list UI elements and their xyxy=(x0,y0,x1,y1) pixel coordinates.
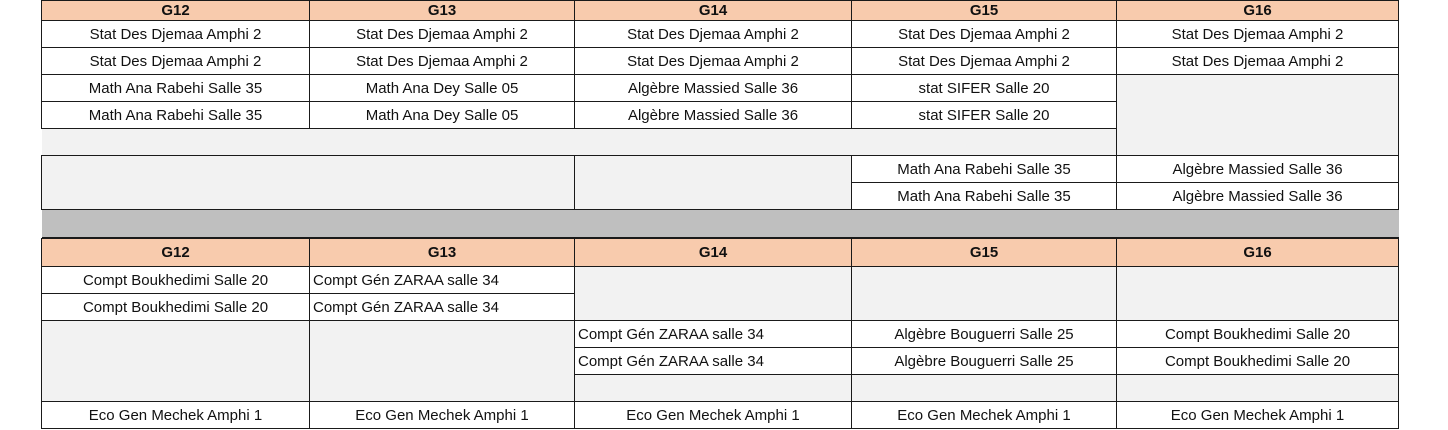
group-header-g16: G16 xyxy=(1117,1,1399,21)
schedule-cell: Eco Gen Mechek Amphi 1 xyxy=(1117,402,1399,429)
separator-row xyxy=(42,210,1399,238)
table-row xyxy=(42,21,1399,48)
schedule-cell: Stat Des Djemaa Amphi 2 xyxy=(310,48,575,75)
group-header-g15: G15 xyxy=(852,239,1117,267)
header-row xyxy=(42,239,1399,267)
group-header-g13: G13 xyxy=(310,239,575,267)
group-header-g12: G12 xyxy=(42,1,310,21)
schedule-cell: stat SIFER Salle 20 xyxy=(852,102,1117,129)
table-row xyxy=(42,267,1399,294)
schedule-cell: Compt Gén ZARAA salle 34 xyxy=(310,294,575,321)
schedule-cell: Compt Gén ZARAA salle 34 xyxy=(310,267,575,294)
table-row xyxy=(42,75,1399,102)
timetable-block-1 xyxy=(41,0,1399,238)
schedule-cell: Math Ana Dey Salle 05 xyxy=(310,75,575,102)
schedule-cell: Stat Des Djemaa Amphi 2 xyxy=(1117,21,1399,48)
schedule-cell: stat SIFER Salle 20 xyxy=(852,75,1117,102)
empty-cell xyxy=(1117,75,1399,156)
schedule-cell: Compt Boukhedimi Salle 20 xyxy=(1117,348,1399,375)
empty-cell xyxy=(852,267,1117,321)
schedule-cell: Stat Des Djemaa Amphi 2 xyxy=(852,21,1117,48)
header-row xyxy=(42,1,1399,21)
schedule-cell: Stat Des Djemaa Amphi 2 xyxy=(852,48,1117,75)
table-row xyxy=(42,402,1399,429)
schedule-cell: Algèbre Massied Salle 36 xyxy=(1117,156,1399,183)
schedule-cell: Math Ana Rabehi Salle 35 xyxy=(852,183,1117,210)
empty-cell xyxy=(852,375,1117,402)
empty-cell xyxy=(575,156,852,210)
schedule-cell: Algèbre Massied Salle 36 xyxy=(575,75,852,102)
group-header-g13: G13 xyxy=(310,1,575,21)
schedule-cell: Algèbre Massied Salle 36 xyxy=(575,102,852,129)
schedule-cell: Math Ana Dey Salle 05 xyxy=(310,102,575,129)
group-header-g14: G14 xyxy=(575,239,852,267)
empty-cell xyxy=(42,321,310,402)
schedule-cell: Eco Gen Mechek Amphi 1 xyxy=(852,402,1117,429)
schedule-cell: Stat Des Djemaa Amphi 2 xyxy=(1117,48,1399,75)
schedule-cell: Algèbre Massied Salle 36 xyxy=(1117,183,1399,210)
table-row xyxy=(42,156,1399,183)
schedule-cell: Algèbre Bouguerri Salle 25 xyxy=(852,321,1117,348)
group-header-g12: G12 xyxy=(42,239,310,267)
schedule-cell: Math Ana Rabehi Salle 35 xyxy=(42,102,310,129)
empty-cell xyxy=(575,267,852,321)
schedule-cell: Algèbre Bouguerri Salle 25 xyxy=(852,348,1117,375)
schedule-cell: Stat Des Djemaa Amphi 2 xyxy=(42,48,310,75)
group-header-g15: G15 xyxy=(852,1,1117,21)
schedule-cell: Compt Boukhedimi Salle 20 xyxy=(42,267,310,294)
empty-cell xyxy=(575,375,852,402)
empty-cell xyxy=(1117,267,1399,321)
schedule-cell: Stat Des Djemaa Amphi 2 xyxy=(310,21,575,48)
timetable-block-2 xyxy=(41,238,1399,429)
schedule-cell: Eco Gen Mechek Amphi 1 xyxy=(310,402,575,429)
empty-cell xyxy=(42,129,1117,156)
schedule-cell: Compt Gén ZARAA salle 34 xyxy=(575,321,852,348)
schedule-cell: Stat Des Djemaa Amphi 2 xyxy=(42,21,310,48)
day-separator xyxy=(42,210,1399,238)
schedule-cell: Compt Gén ZARAA salle 34 xyxy=(575,348,852,375)
table-row xyxy=(42,48,1399,75)
schedule-cell: Eco Gen Mechek Amphi 1 xyxy=(42,402,310,429)
schedule-cell: Compt Boukhedimi Salle 20 xyxy=(42,294,310,321)
table-row xyxy=(42,321,1399,348)
timetable-sheet xyxy=(41,0,1398,429)
schedule-cell: Math Ana Rabehi Salle 35 xyxy=(42,75,310,102)
schedule-cell: Stat Des Djemaa Amphi 2 xyxy=(575,21,852,48)
empty-cell xyxy=(1117,375,1399,402)
group-header-g14: G14 xyxy=(575,1,852,21)
schedule-cell: Math Ana Rabehi Salle 35 xyxy=(852,156,1117,183)
schedule-cell: Stat Des Djemaa Amphi 2 xyxy=(575,48,852,75)
schedule-cell: Compt Boukhedimi Salle 20 xyxy=(1117,321,1399,348)
schedule-cell: Eco Gen Mechek Amphi 1 xyxy=(575,402,852,429)
empty-cell xyxy=(310,321,575,402)
empty-cell xyxy=(42,156,575,210)
group-header-g16: G16 xyxy=(1117,239,1399,267)
